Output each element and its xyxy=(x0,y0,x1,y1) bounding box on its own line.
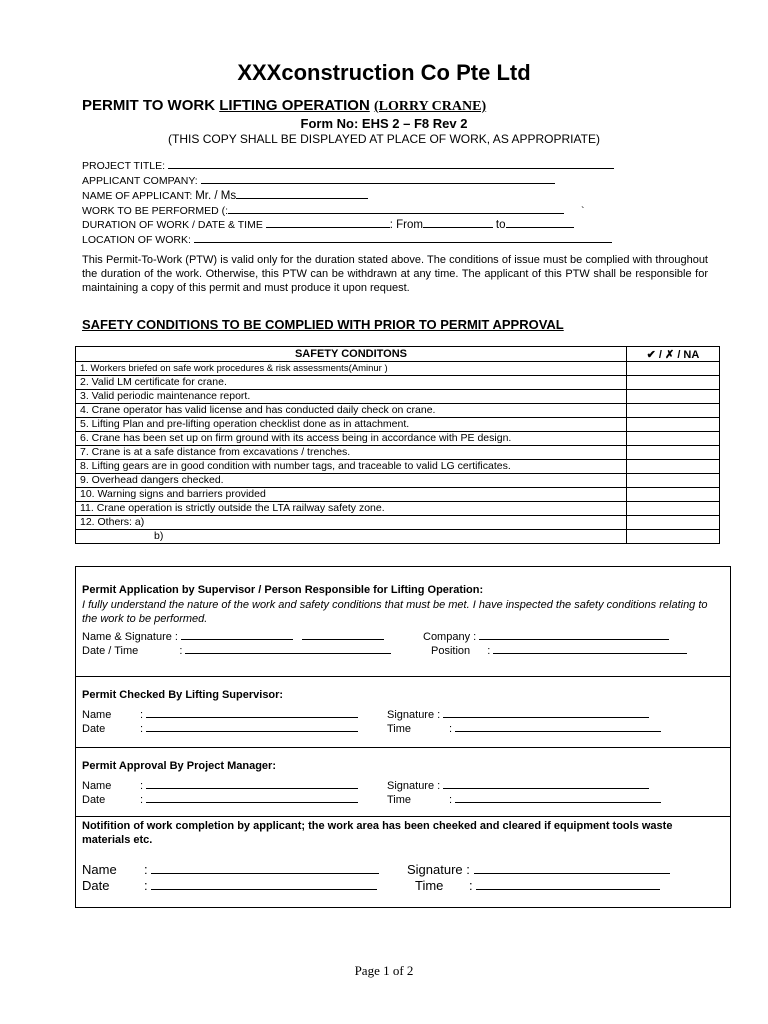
completion-title: Notifition of work completion by applicant; the work area has been cheeked and cleared if equipment tools waste materials etc. xyxy=(82,820,673,846)
date-time-line[interactable] xyxy=(185,644,391,654)
applicant-name-signature-row xyxy=(82,630,384,643)
table-row xyxy=(76,432,720,446)
approval-time-label: Time xyxy=(387,794,412,806)
work-performed-field xyxy=(82,204,584,217)
condition-2: 2. Valid LM certificate for crane. xyxy=(76,376,627,390)
approval-date-label: Date xyxy=(82,794,106,806)
permit-title xyxy=(82,97,486,115)
name-line[interactable] xyxy=(181,630,293,640)
condition-12a: 12. Others: a) xyxy=(76,516,627,530)
checked-date-colon: : xyxy=(140,723,144,735)
checked-signature-label: Signature : xyxy=(387,709,441,721)
completion-date-row xyxy=(82,878,377,893)
approval-name-label: Name xyxy=(82,780,112,792)
completion-date-line[interactable] xyxy=(151,878,377,890)
project-title-field xyxy=(82,159,614,172)
table-row xyxy=(76,390,720,404)
checked-time-line[interactable] xyxy=(455,722,661,732)
table-header-row xyxy=(76,347,720,362)
completion-name-row xyxy=(82,862,379,877)
approval-time-line[interactable] xyxy=(455,793,661,803)
approval-signature-label: Signature : xyxy=(387,780,441,792)
completion-name-colon: : xyxy=(144,862,148,877)
condition-9: 9. Overhead dangers checked. xyxy=(76,474,627,488)
approval-time-colon: : xyxy=(449,794,453,806)
condition-10: 10. Warning signs and barriers provided xyxy=(76,488,627,502)
page-number: Page 1 of 2 xyxy=(354,963,414,978)
table-row xyxy=(76,530,720,544)
approval-title: Permit Approval By Project Manager: xyxy=(82,760,276,772)
completion-name-label: Name xyxy=(82,862,117,877)
company-name: XXXconstruction Co Pte Ltd xyxy=(237,60,531,85)
completion-signature-row xyxy=(407,862,670,877)
approval-date-row xyxy=(82,793,358,806)
permit-type: LIFTING OPERATION xyxy=(219,97,370,114)
status-cell-8[interactable] xyxy=(627,460,720,474)
table-row xyxy=(76,460,720,474)
checked-date-line[interactable] xyxy=(146,722,358,732)
to-line[interactable] xyxy=(506,218,574,228)
name-signature-label: Name & Signature : xyxy=(82,631,178,643)
company-line[interactable] xyxy=(479,630,669,640)
checked-name-colon: : xyxy=(140,709,144,721)
date-time-label: Date / Time xyxy=(82,645,139,657)
date-colon: : xyxy=(179,645,183,657)
completion-date-label: Date xyxy=(82,878,110,893)
conditions-header: SAFETY CONDITONS xyxy=(76,347,627,362)
application-statement: I fully understand the nature of the work and safety conditions that must be met. I have inspected the safety conditions relating to the work to be performed. xyxy=(82,599,708,625)
applicant-name-label: NAME OF APPLICANT: xyxy=(82,190,193,202)
status-cell-7[interactable] xyxy=(627,446,720,460)
stray-mark: ` xyxy=(580,205,585,217)
approval-name-colon: : xyxy=(140,780,144,792)
location-label: LOCATION OF WORK: xyxy=(82,234,191,246)
application-company-row xyxy=(423,630,669,643)
table-row xyxy=(76,404,720,418)
condition-4: 4. Crane operator has valid license and has conducted daily check on crane. xyxy=(76,404,627,418)
checked-date-label: Date xyxy=(82,723,106,735)
duration-date-line[interactable] xyxy=(266,218,390,228)
condition-7: 7. Crane is at a safe distance from excavations / trenches. xyxy=(76,446,627,460)
completion-time-row xyxy=(415,878,660,893)
condition-1: 1. Workers briefed on safe work procedures & risk assessments(Aminur ) xyxy=(76,362,627,376)
duration-field xyxy=(82,218,574,231)
completion-time-line[interactable] xyxy=(476,878,660,890)
condition-5: 5. Lifting Plan and pre-lifting operation checklist done as in attachment. xyxy=(76,418,627,432)
safety-heading: SAFETY CONDITIONS TO BE COMPLIED WITH PRIOR TO PERMIT APPROVAL xyxy=(82,317,564,332)
completion-date-colon: : xyxy=(144,878,148,893)
position-colon: : xyxy=(487,645,491,657)
checked-time-row xyxy=(387,722,661,735)
status-cell-3[interactable] xyxy=(627,390,720,404)
applicant-name-field xyxy=(82,189,368,202)
permit-subtype: (LORRY CRANE) xyxy=(373,99,487,114)
approval-name-row xyxy=(82,779,358,792)
location-line[interactable] xyxy=(194,233,612,243)
checked-title: Permit Checked By Lifting Supervisor: xyxy=(82,689,284,701)
permit-prefix: PERMIT TO WORK xyxy=(82,97,220,114)
work-performed-line[interactable] xyxy=(228,204,564,214)
status-cell-2[interactable] xyxy=(627,376,720,390)
applicant-company-line[interactable] xyxy=(201,174,555,184)
from-label: : From xyxy=(389,219,423,231)
condition-11: 11. Crane operation is strictly outside the LTA railway safety zone. xyxy=(76,502,627,516)
condition-12b: b) xyxy=(76,530,627,544)
from-line[interactable] xyxy=(423,218,493,228)
position-line[interactable] xyxy=(493,644,687,654)
validity-paragraph: This Permit-To-Work (PTW) is valid only for the duration stated above. The conditions of issue must be complied with throughout the duration of the work. Otherwise, this PTW can be withdrawn at any time. The applicant of this PTW shall be responsible for maintaining a copy of this permit and must produce it upon request. xyxy=(82,254,708,294)
table-row xyxy=(76,362,720,376)
safety-conditions-table xyxy=(75,346,720,544)
condition-6: 6. Crane has been set up on firm ground with its access being in accordance with PE design. xyxy=(76,432,627,446)
checked-signature-line[interactable] xyxy=(443,708,649,718)
status-cell-5[interactable] xyxy=(627,418,720,432)
completion-time-label: Time xyxy=(415,878,444,893)
status-cell-11[interactable] xyxy=(627,502,720,516)
table-row xyxy=(76,502,720,516)
mr-ms-label: Mr. / Ms xyxy=(195,190,237,202)
completion-name-line[interactable] xyxy=(151,862,379,874)
status-cell-4[interactable] xyxy=(627,404,720,418)
copy-note: (THIS COPY SHALL BE DISPLAYED AT PLACE OF WORK, AS APPROPRIATE) xyxy=(168,132,600,146)
status-header: ✔ / ✗ / NA xyxy=(627,347,720,362)
status-cell-1[interactable] xyxy=(627,362,720,376)
condition-3: 3. Valid periodic maintenance report. xyxy=(76,390,627,404)
application-date-row xyxy=(82,644,391,657)
application-title: Permit Application by Supervisor / Person Responsible for Lifting Operation: xyxy=(82,584,484,596)
status-cell-12b[interactable] xyxy=(627,530,720,544)
applicant-company-field xyxy=(82,174,555,187)
applicant-company-label: APPLICANT COMPANY: xyxy=(82,175,198,187)
approval-date-line[interactable] xyxy=(146,793,358,803)
to-label: to xyxy=(495,219,506,231)
approval-signature-row xyxy=(387,779,649,792)
approval-time-row xyxy=(387,793,661,806)
work-performed-label: WORK TO BE PERFORMED (: xyxy=(82,205,229,217)
completion-time-colon: : xyxy=(469,878,473,893)
project-title-label: PROJECT TITLE: xyxy=(82,160,166,172)
table-row xyxy=(76,474,720,488)
completion-signature-line[interactable] xyxy=(474,862,670,874)
approval-date-colon: : xyxy=(140,794,144,806)
company-label: Company : xyxy=(423,631,477,643)
status-cell-10[interactable] xyxy=(627,488,720,502)
checked-name-row xyxy=(82,708,358,721)
checked-date-row xyxy=(82,722,358,735)
condition-8: 8. Lifting gears are in good condition with number tags, and traceable to valid LG certificates. xyxy=(76,460,627,474)
completion-signature-label: Signature : xyxy=(407,862,470,877)
status-cell-6[interactable] xyxy=(627,432,720,446)
location-field xyxy=(82,233,612,246)
checked-signature-row xyxy=(387,708,649,721)
signature-line[interactable] xyxy=(302,630,384,640)
position-label: Position xyxy=(431,645,471,657)
approval-signature-line[interactable] xyxy=(443,779,649,789)
checked-name-label: Name xyxy=(82,709,112,721)
duration-label: DURATION OF WORK / DATE & TIME xyxy=(82,219,263,231)
project-title-line[interactable] xyxy=(168,159,614,169)
table-row xyxy=(76,418,720,432)
status-cell-12a[interactable] xyxy=(627,516,720,530)
checked-time-label: Time xyxy=(387,723,412,735)
table-row xyxy=(76,446,720,460)
table-row xyxy=(76,516,720,530)
table-row xyxy=(76,376,720,390)
checked-time-colon: : xyxy=(449,723,453,735)
form-number: Form No: EHS 2 – F8 Rev 2 xyxy=(300,116,468,131)
checked-name-line[interactable] xyxy=(146,708,358,718)
status-cell-9[interactable] xyxy=(627,474,720,488)
table-row xyxy=(76,488,720,502)
applicant-name-line[interactable] xyxy=(236,189,368,199)
approval-name-line[interactable] xyxy=(146,779,358,789)
application-position-row xyxy=(431,644,687,657)
